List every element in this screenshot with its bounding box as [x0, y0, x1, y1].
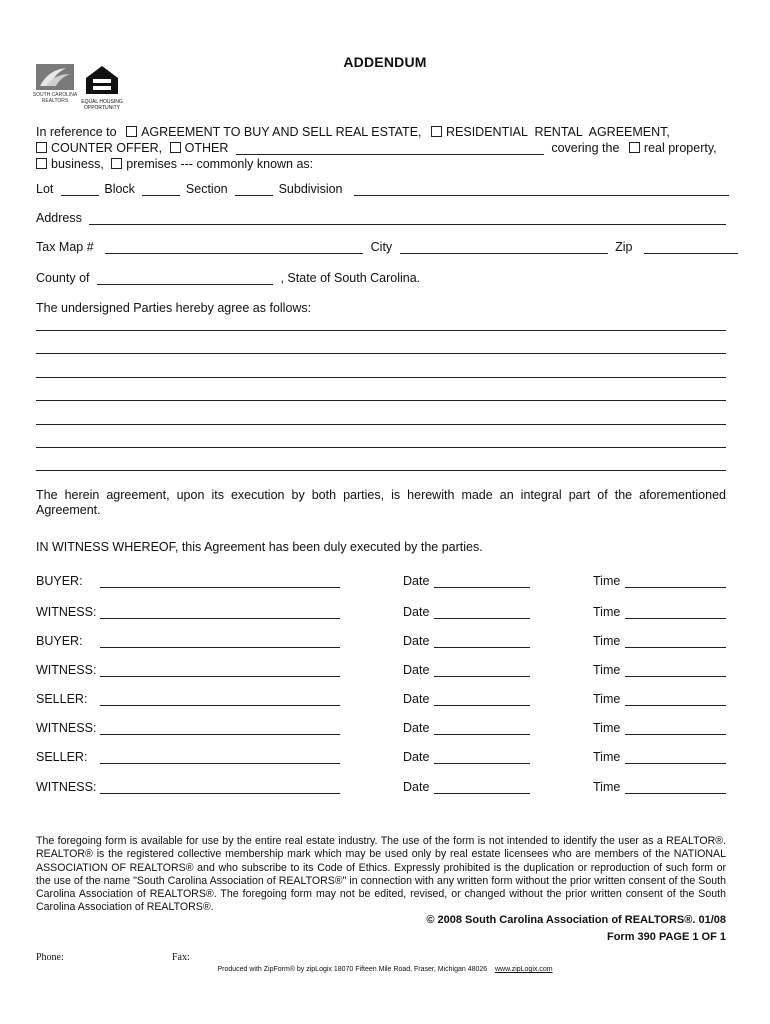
- date-input[interactable]: [434, 618, 530, 619]
- date-label: Date: [403, 634, 430, 648]
- fax-label: Fax:: [172, 952, 190, 963]
- signature-label: WITNESS:: [36, 721, 97, 735]
- signature-input[interactable]: [100, 734, 340, 735]
- in-reference-label: In reference to: [36, 125, 117, 139]
- time-label: Time: [593, 634, 621, 648]
- agreement-line[interactable]: [36, 353, 726, 354]
- real-property-label: real property,: [643, 141, 717, 155]
- signature-label: WITNESS:: [36, 780, 97, 794]
- agreement-line[interactable]: [36, 330, 726, 331]
- signature-input[interactable]: [100, 618, 340, 619]
- date-input[interactable]: [434, 705, 530, 706]
- county-input[interactable]: [97, 272, 273, 285]
- time-input[interactable]: [625, 763, 726, 764]
- signature-label: SELLER:: [36, 692, 88, 706]
- date-label: Date: [403, 663, 430, 677]
- time-input[interactable]: [625, 618, 726, 619]
- agreement-line[interactable]: [36, 400, 726, 401]
- premises-checkbox[interactable]: [111, 158, 122, 169]
- tax-map-label: Tax Map #: [36, 240, 94, 254]
- signature-label: SELLER:: [36, 750, 88, 764]
- zip-label: Zip: [615, 240, 633, 254]
- date-label: Date: [403, 605, 430, 619]
- block-label: Block: [104, 182, 135, 196]
- agreement-buy-sell-checkbox[interactable]: [126, 126, 137, 137]
- signature-input[interactable]: [100, 705, 340, 706]
- signature-label: BUYER:: [36, 574, 83, 588]
- real-property-checkbox[interactable]: [629, 142, 640, 153]
- time-input[interactable]: [625, 676, 726, 677]
- copyright: © 2008 South Carolina Association of REALTORS®. 01/08: [426, 914, 726, 926]
- address-input[interactable]: [89, 212, 726, 225]
- city-label: City: [370, 240, 393, 254]
- agreement-buy-sell-label: AGREEMENT TO BUY AND SELL REAL ESTATE,: [141, 125, 422, 139]
- lot-input[interactable]: [61, 183, 99, 196]
- legal-notice: The foregoing form is available for use by the entire real estate industry. The use of the form is not intended to identify the user as a REALTOR®. REALTOR® is the registered collective membership mark which may be used only by real estate licensees who are members of the NATIONAL ASSOCIATION OF REALTORS® and who subscribe to its Code of Ethics. Expressly prohibited is the duplication or reproduction of such form or the use of the name "South Carolina Association of REALTORS®" in connection with any written form without the prior written consent of the South Carolina Association of REALTORS®. The foregoing form may not be edited, revised, or changed without the prior written consent of the South Carolina Association of REALTORS®.: [36, 835, 726, 914]
- counter-offer-checkbox[interactable]: [36, 142, 47, 153]
- tax-map-input[interactable]: [105, 241, 363, 254]
- time-label: Time: [593, 721, 621, 735]
- signature-label: WITNESS:: [36, 605, 97, 619]
- residential-rental-checkbox[interactable]: [431, 126, 442, 137]
- date-label: Date: [403, 780, 430, 794]
- phone-label: Phone:: [36, 952, 64, 963]
- signature-label: WITNESS:: [36, 663, 97, 677]
- premises-label: premises --- commonly known as:: [126, 157, 314, 171]
- reference-line-2: [36, 141, 726, 155]
- time-label: Time: [593, 663, 621, 677]
- equal-housing-icon: [80, 64, 124, 96]
- other-input[interactable]: [236, 142, 544, 155]
- witness-whereof: IN WITNESS WHEREOF, this Agreement has been duly executed by the parties.: [36, 540, 483, 554]
- lot-label: Lot: [36, 182, 54, 196]
- page-title: ADDENDUM: [343, 54, 427, 70]
- equal-housing-logo: [80, 64, 124, 110]
- integral-paragraph: The herein agreement, upon its execution by both parties, is herewith made an integral part of the aforementioned Agreement.: [36, 488, 726, 517]
- section-label: Section: [185, 182, 228, 196]
- zip-input[interactable]: [644, 241, 738, 254]
- other-label: OTHER: [184, 141, 229, 155]
- business-label: business,: [51, 157, 104, 171]
- date-input[interactable]: [434, 793, 530, 794]
- agreement-line[interactable]: [36, 447, 726, 448]
- agreement-line[interactable]: [36, 377, 726, 378]
- residential-rental-label: RESIDENTIAL RENTAL AGREEMENT,: [446, 125, 670, 139]
- signature-label: BUYER:: [36, 634, 83, 648]
- agree-intro: The undersigned Parties hereby agree as follows:: [36, 301, 312, 315]
- time-input[interactable]: [625, 793, 726, 794]
- block-input[interactable]: [142, 183, 180, 196]
- equal-housing-text: EQUAL HOUSING OPPORTUNITY: [81, 99, 123, 111]
- time-label: Time: [593, 780, 621, 794]
- realtors-logo-icon: [32, 64, 78, 104]
- address-row: [36, 211, 726, 225]
- reference-line-1: [36, 125, 726, 139]
- date-label: Date: [403, 750, 430, 764]
- date-label: Date: [403, 721, 430, 735]
- lot-row: [36, 182, 726, 196]
- time-label: Time: [593, 605, 621, 619]
- date-input[interactable]: [434, 647, 530, 648]
- subdivision-input[interactable]: [354, 183, 729, 196]
- date-input[interactable]: [434, 763, 530, 764]
- counter-offer-label: COUNTER OFFER,: [51, 141, 163, 155]
- time-label: Time: [593, 750, 621, 764]
- time-input[interactable]: [625, 734, 726, 735]
- date-input[interactable]: [434, 676, 530, 677]
- signature-input[interactable]: [100, 647, 340, 648]
- subdivision-label: Subdivision: [278, 182, 343, 196]
- time-input[interactable]: [625, 705, 726, 706]
- time-input[interactable]: [625, 647, 726, 648]
- state-label: , State of South Carolina.: [280, 271, 421, 285]
- svg-text:SOUTH CAROLINA: SOUTH CAROLINA: [32, 92, 78, 98]
- produced-by: [0, 966, 770, 973]
- time-label: Time: [593, 574, 621, 588]
- business-checkbox[interactable]: [36, 158, 47, 169]
- date-label: Date: [403, 692, 430, 706]
- other-checkbox[interactable]: [170, 142, 181, 153]
- section-input[interactable]: [235, 183, 273, 196]
- date-input[interactable]: [434, 587, 530, 588]
- tax-map-row: [36, 240, 726, 254]
- agreement-line[interactable]: [36, 470, 726, 471]
- signature-input[interactable]: [100, 587, 340, 588]
- time-label: Time: [593, 692, 621, 706]
- realtors-logo: [32, 64, 78, 104]
- form-number: Form 390 PAGE 1 OF 1: [606, 931, 726, 943]
- county-row: [36, 271, 726, 285]
- produced-text: Produced with ZipForm® by zipLogix 18070 Fifteen Mile Road, Fraser, Michigan 48026: [217, 966, 488, 973]
- covering-the-label: covering the: [551, 141, 620, 155]
- city-input[interactable]: [400, 241, 608, 254]
- address-label: Address: [36, 211, 82, 225]
- signature-input[interactable]: [100, 793, 340, 794]
- signature-input[interactable]: [100, 676, 340, 677]
- ziplogix-link[interactable]: www.zipLogix.com: [494, 966, 553, 973]
- agreement-line[interactable]: [36, 424, 726, 425]
- signature-input[interactable]: [100, 763, 340, 764]
- time-input[interactable]: [625, 587, 726, 588]
- date-input[interactable]: [434, 734, 530, 735]
- reference-line-3: [36, 157, 726, 171]
- date-label: Date: [403, 574, 430, 588]
- county-label: County of: [36, 271, 90, 285]
- svg-text:REALTORS: REALTORS: [41, 98, 69, 104]
